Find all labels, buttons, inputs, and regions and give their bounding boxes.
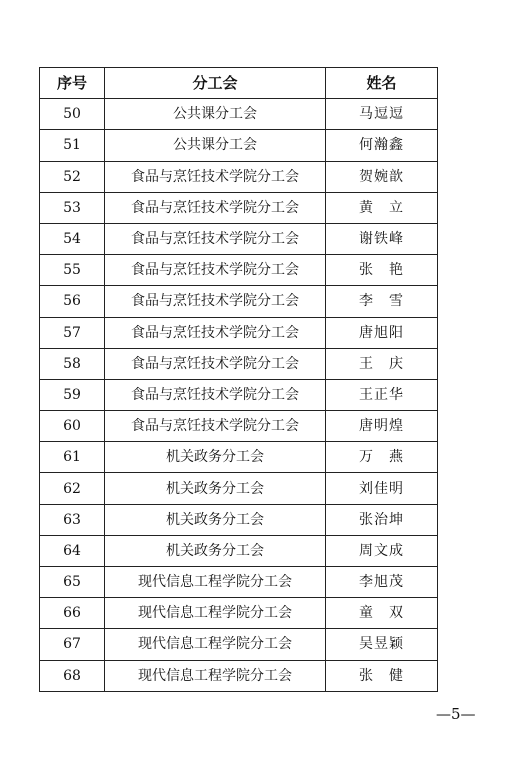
cell-no: 65 xyxy=(40,567,105,598)
cell-no: 66 xyxy=(40,598,105,629)
cell-union: 公共课分工会 xyxy=(105,130,326,161)
cell-no: 53 xyxy=(40,192,105,223)
cell-no: 67 xyxy=(40,629,105,660)
table-row xyxy=(40,192,438,223)
cell-no: 61 xyxy=(40,442,105,473)
cell-name: 张 艳 xyxy=(326,255,438,286)
cell-no: 54 xyxy=(40,223,105,254)
cell-union: 食品与烹饪技术学院分工会 xyxy=(105,317,326,348)
cell-no: 60 xyxy=(40,411,105,442)
cell-name: 王正华 xyxy=(326,379,438,410)
cell-union: 食品与烹饪技术学院分工会 xyxy=(105,411,326,442)
cell-name: 李 雪 xyxy=(326,286,438,317)
cell-name: 童 双 xyxy=(326,598,438,629)
cell-no: 63 xyxy=(40,504,105,535)
header-name: 姓名 xyxy=(326,68,438,99)
cell-name: 周文成 xyxy=(326,535,438,566)
header-union: 分工会 xyxy=(105,68,326,99)
table-row xyxy=(40,504,438,535)
cell-name: 贺婉歆 xyxy=(326,161,438,192)
cell-name: 马逗逗 xyxy=(326,99,438,130)
cell-union: 现代信息工程学院分工会 xyxy=(105,629,326,660)
table-row xyxy=(40,567,438,598)
cell-name: 万 燕 xyxy=(326,442,438,473)
cell-union: 食品与烹饪技术学院分工会 xyxy=(105,348,326,379)
table-row xyxy=(40,629,438,660)
cell-union: 现代信息工程学院分工会 xyxy=(105,567,326,598)
table-row xyxy=(40,223,438,254)
cell-name: 何瀚鑫 xyxy=(326,130,438,161)
table-row xyxy=(40,660,438,691)
cell-union: 食品与烹饪技术学院分工会 xyxy=(105,192,326,223)
cell-no: 68 xyxy=(40,660,105,691)
table-row xyxy=(40,379,438,410)
cell-union: 机关政务分工会 xyxy=(105,504,326,535)
table-row xyxy=(40,161,438,192)
cell-no: 56 xyxy=(40,286,105,317)
cell-name: 张治坤 xyxy=(326,504,438,535)
table-row xyxy=(40,473,438,504)
table-row xyxy=(40,535,438,566)
cell-no: 57 xyxy=(40,317,105,348)
table-row xyxy=(40,598,438,629)
cell-name: 谢铁峰 xyxy=(326,223,438,254)
roster-table xyxy=(39,67,438,692)
cell-no: 62 xyxy=(40,473,105,504)
cell-union: 食品与烹饪技术学院分工会 xyxy=(105,255,326,286)
table-row xyxy=(40,286,438,317)
page-number: —5— xyxy=(436,705,476,723)
cell-no: 55 xyxy=(40,255,105,286)
table-row xyxy=(40,411,438,442)
table-row xyxy=(40,255,438,286)
header-no: 序号 xyxy=(40,68,105,99)
table-row xyxy=(40,442,438,473)
table-row xyxy=(40,317,438,348)
cell-no: 59 xyxy=(40,379,105,410)
cell-union: 现代信息工程学院分工会 xyxy=(105,598,326,629)
cell-name: 王 庆 xyxy=(326,348,438,379)
cell-no: 58 xyxy=(40,348,105,379)
cell-union: 食品与烹饪技术学院分工会 xyxy=(105,379,326,410)
cell-union: 食品与烹饪技术学院分工会 xyxy=(105,286,326,317)
table-body xyxy=(40,99,438,692)
cell-name: 李旭茂 xyxy=(326,567,438,598)
cell-no: 64 xyxy=(40,535,105,566)
cell-name: 吴昱颖 xyxy=(326,629,438,660)
cell-union: 公共课分工会 xyxy=(105,99,326,130)
table-row xyxy=(40,99,438,130)
cell-name: 唐明煌 xyxy=(326,411,438,442)
cell-name: 黄 立 xyxy=(326,192,438,223)
cell-name: 张 健 xyxy=(326,660,438,691)
cell-union: 机关政务分工会 xyxy=(105,473,326,504)
cell-name: 唐旭阳 xyxy=(326,317,438,348)
table-row xyxy=(40,130,438,161)
cell-union: 食品与烹饪技术学院分工会 xyxy=(105,223,326,254)
cell-no: 52 xyxy=(40,161,105,192)
cell-union: 现代信息工程学院分工会 xyxy=(105,660,326,691)
cell-name: 刘佳明 xyxy=(326,473,438,504)
cell-no: 51 xyxy=(40,130,105,161)
table-row xyxy=(40,348,438,379)
table-header-row xyxy=(40,68,438,99)
cell-union: 机关政务分工会 xyxy=(105,535,326,566)
cell-no: 50 xyxy=(40,99,105,130)
cell-union: 食品与烹饪技术学院分工会 xyxy=(105,161,326,192)
cell-union: 机关政务分工会 xyxy=(105,442,326,473)
